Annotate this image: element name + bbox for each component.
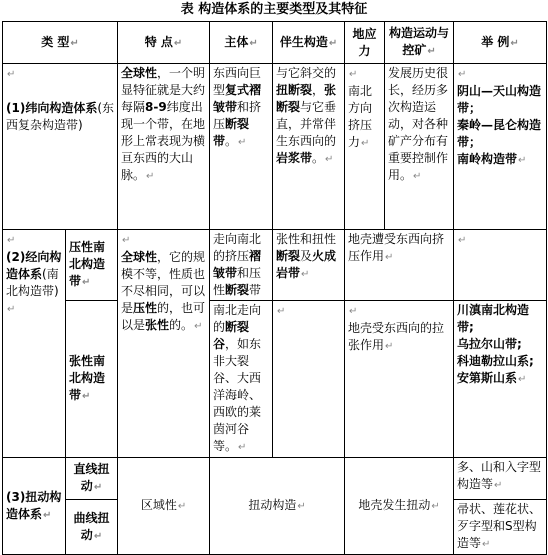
- header-row: [3, 22, 547, 64]
- ew-associated: 与它斜交的扭断裂，张断裂与它垂直，并常伴生东西向的岩浆带。↵: [273, 64, 345, 230]
- tw-curved-subtype: 曲线扭动↵: [66, 500, 118, 555]
- tw-stress: 地壳发生扭动↵: [345, 458, 454, 555]
- ns-comp-row: [3, 230, 547, 301]
- tw-features: 区域性↵: [118, 458, 210, 555]
- ns-comp-subtype: 压性南北构造带↵: [66, 230, 118, 301]
- header-type: 类 型↵: [3, 22, 118, 64]
- ns-ten-subtype: 张性南北构造带↵: [66, 301, 118, 458]
- ew-row: [3, 64, 547, 230]
- ew-features: 全球性，一个明显特征就是大约每隔8-9纬度出现一个带，在地形上常表现为横亘东西的大山脉。↵: [118, 64, 210, 230]
- tw-type: (3)扭动构造体系↵: [3, 458, 66, 555]
- tw-curved-example: 帚状、莲花状、歹字型和S型构造等↵: [454, 500, 547, 555]
- ns-comp-associated: 张性和扭性断裂及火成岩带↵: [273, 230, 345, 301]
- ns-ten-main: 南北走向的断裂谷，如东非大裂谷、大西洋海岭、西欧的莱茵河谷等。↵: [210, 301, 273, 458]
- ns-features: ↵ 全球性，它的规模不等，性质也不尽相同，可以是压性的，也可以是张性的。↵: [118, 230, 210, 458]
- ns-comp-stress: 地壳遭受东西向挤压作用↵: [345, 230, 454, 301]
- header-mineral: 构造运动与控矿↵: [385, 22, 454, 64]
- ns-comp-main: 走向南北的挤压褶皱带和压性断裂带: [210, 230, 273, 301]
- ew-mineral: 发展历史很长，经历多次构造运动，对各种矿产分布有重要控制作用。↵: [385, 64, 454, 230]
- header-example: 举 例↵: [454, 22, 547, 64]
- tw-straight-subtype: 直线扭动↵: [66, 458, 118, 500]
- ns-ten-associated: ↵: [273, 301, 345, 458]
- header-main: 主体↵: [210, 22, 273, 64]
- ew-type: ↵ (1)纬向构造体系(东西复杂构造带): [3, 64, 118, 230]
- tw-main: 扭动构造↵: [210, 458, 345, 555]
- ns-ten-examples: 川滇南北构造带; 乌拉尔山带; 科迪勒拉山系; 安第斯山系↵: [454, 301, 547, 458]
- header-features: 特 点↵: [118, 22, 210, 64]
- ns-comp-example: ↵: [454, 230, 547, 301]
- ew-stress: ↵ 南北方向挤压力↵: [345, 64, 385, 230]
- header-associated: 伴生构造↵: [273, 22, 345, 64]
- ew-main: 东西向巨型复式褶皱带和挤压断裂带。↵: [210, 64, 273, 230]
- structure-system-table: [2, 21, 547, 555]
- ns-ten-row: [3, 301, 547, 458]
- tw-straight-example: 多、山和入字型构造等↵: [454, 458, 547, 500]
- ew-examples: ↵ 阴山—天山构造带； 秦岭—昆仑构造带； 南岭构造带↵: [454, 64, 547, 230]
- table-caption: 表 构造体系的主要类型及其特征: [180, 2, 368, 17]
- header-stress: 地应力: [345, 22, 385, 64]
- ns-type: ↵ (2)经向构造体系(南北构造带)↵: [3, 230, 66, 458]
- tw-straight-row: [3, 458, 547, 500]
- ns-ten-stress: ↵ 地壳受东西向的拉张作用↵: [345, 301, 454, 458]
